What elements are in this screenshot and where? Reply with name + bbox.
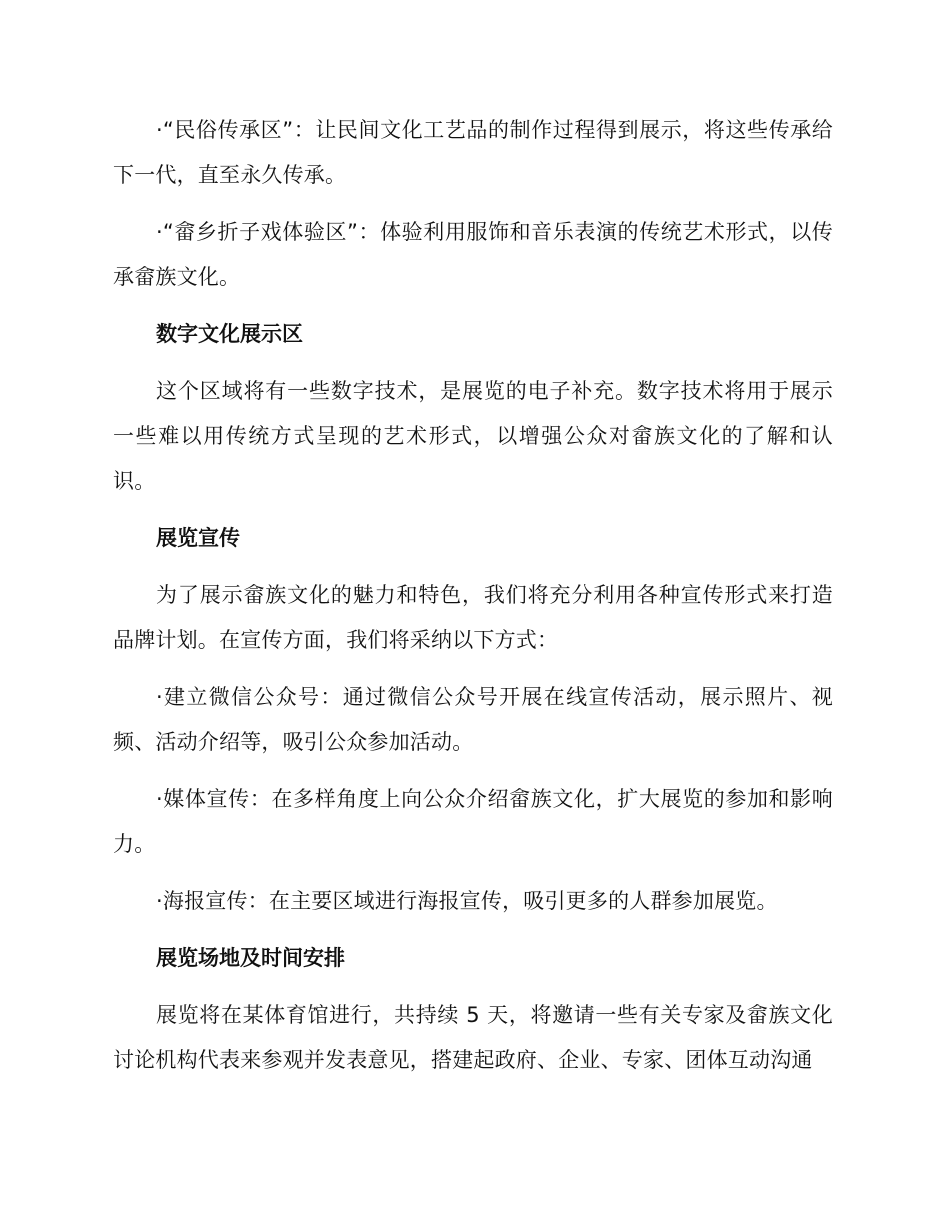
document-body [113, 108, 833, 1095]
bullet-wechat-account: ·建立微信公众号：通过微信公众号开展在线宣传活动，展示照片、视频、活动介绍等，吸引公众参加活动。 [113, 685, 833, 754]
paragraph-venue-schedule: 展览将在某体育馆进行，共持续 5 天，将邀请一些有关专家及畲族文化讨论机构代表来参观并发表意见，搭建起政府、企业、专家、团体互动沟通 [113, 1003, 833, 1072]
heading-digital-culture-zone: 数字文化展示区 [156, 322, 303, 346]
bullet-opera-experience-zone: ·“畲乡折子戏体验区”：体验利用服饰和音乐表演的传统艺术形式，以传承畲族文化。 [113, 220, 833, 289]
paragraph-digital-culture: 这个区域将有一些数字技术，是展览的电子补充。数字技术将用于展示一些难以用传统方式呈现的艺术形式，以增强公众对畲族文化的了解和认识。 [113, 379, 833, 493]
heading-exhibition-promotion: 展览宣传 [156, 526, 240, 550]
bullet-media-promotion: ·媒体宣传：在多样角度上向公众介绍畲族文化，扩大展览的参加和影响力。 [113, 787, 833, 856]
bullet-poster-promotion: ·海报宣传：在主要区域进行海报宣传，吸引更多的人群参加展览。 [156, 889, 778, 913]
bullet-folk-heritage-zone: ·“民俗传承区”：让民间文化工艺品的制作过程得到展示，将这些传承给下一代，直至永久传承。 [113, 118, 833, 187]
heading-venue-and-schedule: 展览场地及时间安排 [156, 946, 345, 970]
paragraph-promotion-intro: 为了展示畲族文化的魅力和特色，我们将充分利用各种宣传形式来打造品牌计划。在宣传方面，我们将采纳以下方式： [113, 583, 833, 652]
